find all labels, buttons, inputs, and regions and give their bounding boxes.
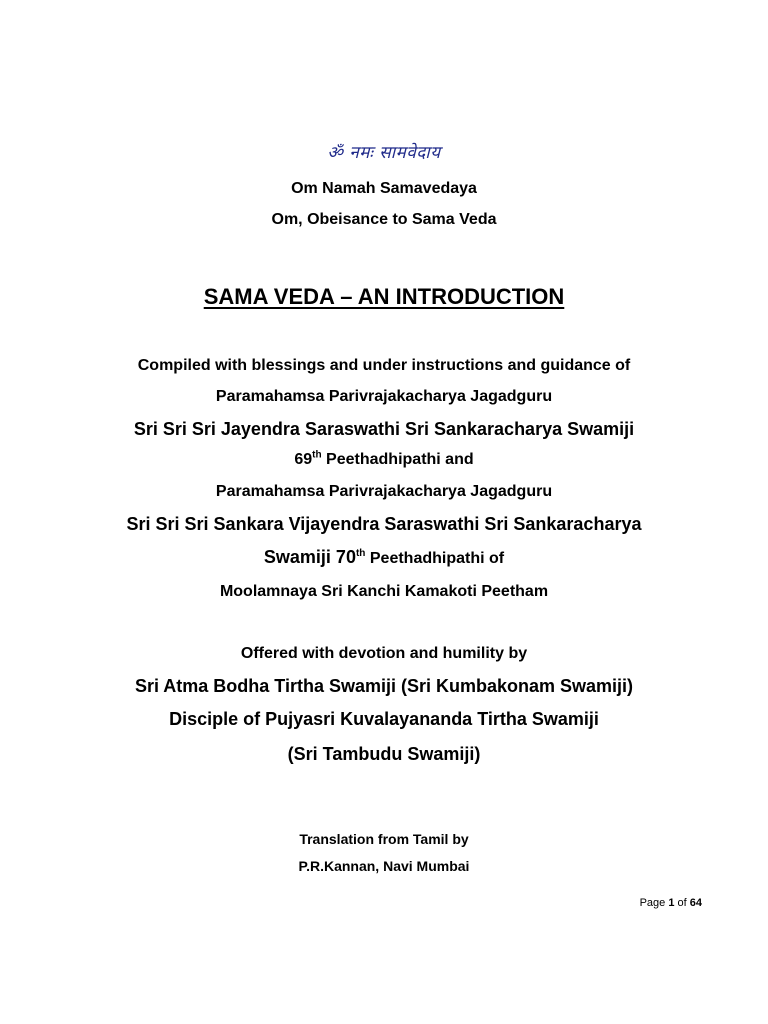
acharya-name-second-start: Swamiji 70: [263, 547, 356, 567]
ordinal-suffix-first: th: [312, 449, 322, 461]
document-title: SAMA VEDA – AN INTRODUCTION: [203, 284, 565, 309]
peethadhipathi-first: [0, 451, 768, 469]
page-prefix: Page: [639, 897, 669, 909]
acharya-name-first: Sri Sri Sri Jayendra Saraswathi Sri Sankaracharya Swamiji: [133, 419, 635, 439]
page-of: of: [674, 897, 690, 909]
acharya-name-second-line2: [0, 547, 768, 568]
invocation-meaning: Om, Obeisance to Sama Veda: [271, 211, 497, 228]
offering-name-line2: Disciple of Pujyasri Kuvalayananda Tirtha Swamiji: [169, 709, 599, 729]
peethadhipathi-first-text: Peethadhipathi and: [321, 451, 474, 468]
invocation-transliteration: Om Namah Samavedaya: [291, 180, 477, 197]
page-total: 64: [689, 897, 702, 909]
acharya-name-second-line1: Sri Sri Sri Sankara Vijayendra Saraswathi Sri Sankaracharya: [126, 514, 642, 534]
offering-name-line3: (Sri Tambudu Swamiji): [287, 744, 481, 764]
compilation-intro: Compiled with blessings and under instructions and guidance of: [137, 357, 631, 374]
page-current: 1: [668, 897, 675, 909]
offering-name-line1: Sri Atma Bodha Tirtha Swamiji (Sri Kumbakonam Swamiji): [134, 676, 634, 696]
translator-name: P.R.Kannan, Navi Mumbai: [298, 858, 470, 874]
sanskrit-invocation: ॐ नमः सामवेदाय: [327, 143, 441, 163]
offering-intro: Offered with devotion and humility by: [240, 645, 528, 662]
ordinal-suffix-second: th: [355, 548, 366, 559]
honorific-first: Paramahamsa Parivrajakacharya Jagadguru: [215, 388, 553, 405]
page-number: [640, 897, 702, 909]
institution-name: Moolamnaya Sri Kanchi Kamakoti Peetham: [219, 583, 549, 600]
ordinal-number-first: 69: [294, 451, 313, 468]
peethadhipathi-second-text: Peethadhipathi of: [365, 550, 505, 567]
honorific-second: Paramahamsa Parivrajakacharya Jagadguru: [215, 483, 553, 500]
translation-label: Translation from Tamil by: [299, 831, 469, 847]
